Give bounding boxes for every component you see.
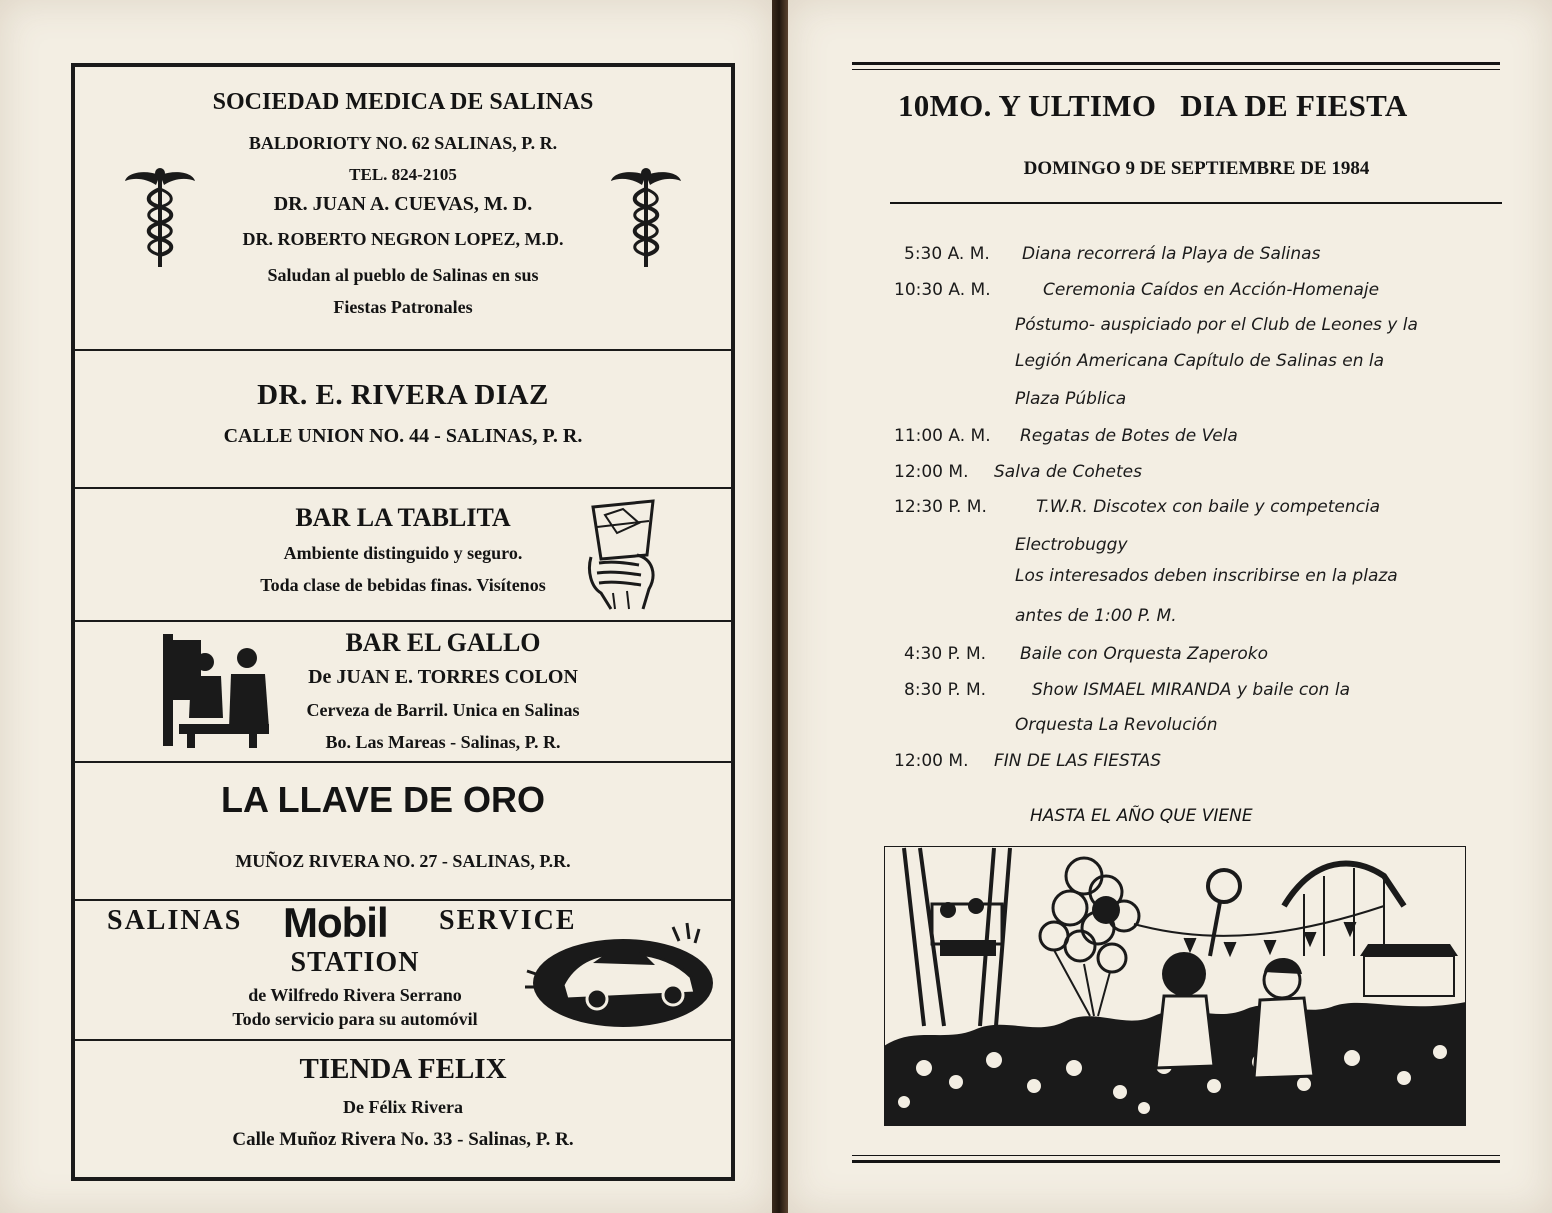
schedule-time: 4:30 P. M. (904, 644, 987, 664)
ad-greeting: Fiestas Patronales (333, 297, 473, 317)
ad-line: Bo. Las Mareas - Salinas, P. R. (325, 732, 561, 752)
bottom-rule (852, 1160, 1500, 1163)
schedule-item (894, 280, 991, 300)
closing-message: HASTA EL AÑO QUE VIENE (1030, 806, 1253, 826)
title-part: DIA DE FIESTA (1180, 88, 1408, 123)
hand-holding-glass-icon (583, 497, 665, 612)
ad-title: BAR LA TABLITA (295, 503, 511, 532)
schedule-time: 12:00 M. (894, 462, 969, 482)
schedule-item (894, 462, 968, 482)
ad-address: MUÑOZ RIVERA NO. 27 - SALINAS, P.R. (235, 851, 571, 871)
ad-owner: De Félix Rivera (343, 1097, 463, 1117)
ad-title: SOCIEDAD MEDICA DE SALINAS (212, 89, 594, 115)
ad-owner: de Wilfredo Rivera Serrano (248, 985, 462, 1005)
book-spine (772, 0, 788, 1213)
ad-subtitle: STATION (290, 947, 420, 978)
schedule-time: 12:00 M. (894, 751, 969, 771)
event-date: DOMINGO 9 DE SEPTIEMBRE DE 1984 (1023, 158, 1370, 179)
schedule-text: Diana recorrerá la Playa de Salinas (1022, 244, 1321, 264)
ad-doctor-name: DR. ROBERTO NEGRON LOPEZ, M.D. (242, 229, 564, 249)
schedule-text: Ceremonia Caídos en Acción-Homenaje (1043, 280, 1380, 300)
ad-title: TIENDA FELIX (299, 1053, 507, 1085)
ad-address: CALLE UNION NO. 44 - SALINAS, P. R. (223, 425, 583, 447)
ad-phone: TEL. 824-2105 (349, 165, 457, 184)
page-title (898, 88, 1463, 124)
schedule-time: 10:30 A. M. (894, 280, 991, 300)
bar-patrons-icon (161, 632, 271, 750)
advertisements-box (72, 64, 734, 1180)
schedule-time: 5:30 A. M. (904, 244, 990, 264)
divider-rule (890, 202, 1502, 204)
ad-sociedad-medica (75, 67, 731, 351)
schedule-item (904, 244, 990, 264)
schedule-text: FIN DE LAS FIESTAS (994, 751, 1162, 771)
car-icon (523, 919, 723, 1031)
ad-greeting: Saludan al pueblo de Salinas en sus (267, 265, 539, 285)
schedule-time: 11:00 A. M. (894, 426, 991, 446)
ad-bar-el-gallo (75, 620, 731, 763)
schedule-text: Electrobuggy (1015, 535, 1128, 555)
schedule-item (904, 644, 986, 664)
ad-la-llave-de-oro (75, 761, 731, 901)
ad-line: Todo servicio para su automóvil (232, 1009, 478, 1029)
title-part: 10MO. Y ULTIMO (898, 88, 1157, 123)
ad-title-right: SERVICE (439, 905, 577, 936)
fair-crowd-illustration (884, 846, 1466, 1126)
ad-rivera-diaz (75, 349, 731, 489)
top-rule (852, 69, 1500, 70)
ad-title: DR. E. RIVERA DIAZ (257, 379, 549, 411)
schedule-item (894, 751, 968, 771)
bottom-rule (852, 1155, 1500, 1156)
ad-salinas-mobil-service-station (75, 899, 731, 1041)
top-rule (852, 62, 1500, 65)
ad-title: LA LLAVE DE ORO (221, 779, 545, 820)
schedule-text: antes de 1:00 P. M. (1015, 606, 1177, 626)
schedule-text: Los interesados deben inscribirse en la plaza (1015, 566, 1398, 586)
schedule-time: 8:30 P. M. (904, 680, 987, 700)
caduceus-icon (609, 167, 683, 272)
ad-doctor-name: DR. JUAN A. CUEVAS, M. D. (273, 193, 533, 215)
ad-owner: De JUAN E. TORRES COLON (308, 666, 578, 688)
ad-line: Ambiente distinguido y seguro. (283, 543, 523, 563)
ad-line: Cerveza de Barril. Unica en Salinas (306, 700, 580, 720)
schedule-item (894, 497, 987, 517)
schedule-item (904, 680, 986, 700)
ad-address: Calle Muñoz Rivera No. 33 - Salinas, P. R. (232, 1129, 574, 1150)
schedule-text: T.W.R. Discotex con baile y competencia (1036, 497, 1381, 517)
ad-bar-la-tablita (75, 487, 731, 622)
schedule-text: Salva de Cohetes (994, 462, 1142, 482)
schedule-text: Plaza Pública (1015, 389, 1127, 409)
schedule-text: Legión Americana Capítulo de Salinas en la (1015, 351, 1385, 371)
mobil-logo: Mobil (283, 899, 388, 946)
ad-line: Toda clase de bebidas finas. Visítenos (260, 575, 546, 595)
schedule-text: Orquesta La Revolución (1015, 715, 1218, 735)
schedule-text: Show ISMAEL MIRANDA y baile con la (1032, 680, 1351, 700)
ad-tienda-felix (75, 1039, 731, 1177)
ad-title-left: SALINAS (107, 905, 243, 936)
schedule-item (894, 426, 991, 446)
schedule-text: Baile con Orquesta Zaperoko (1020, 644, 1269, 664)
ad-title: BAR EL GALLO (345, 628, 541, 657)
schedule-text: Póstumo- auspiciado por el Club de Leones y la (1015, 315, 1418, 335)
schedule-text: Regatas de Botes de Vela (1020, 426, 1238, 446)
schedule-time: 12:30 P. M. (894, 497, 987, 517)
caduceus-icon (123, 167, 197, 272)
ad-address: BALDORIOTY NO. 62 SALINAS, P. R. (248, 133, 558, 153)
